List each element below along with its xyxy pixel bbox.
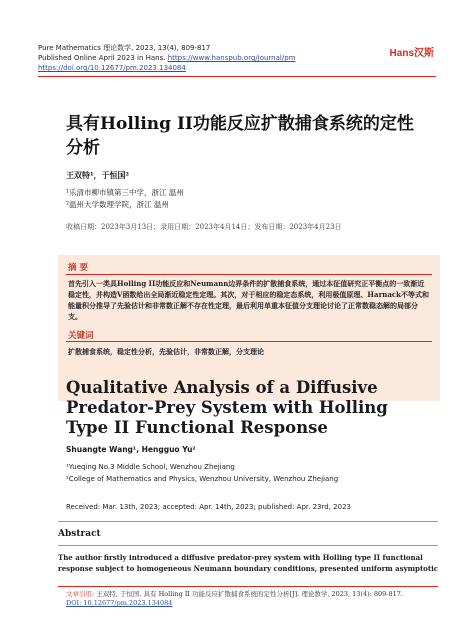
chinese-dates: 收稿日期：2023年3月13日；录用日期：2023年4月14日；发布日期：2023年4月23日 — [66, 223, 342, 231]
chinese-keywords: 扩散捕食系统，稳定性分析，先验估计，非常数正解，分支理论 — [68, 347, 264, 356]
english-affiliation-2: ²College of Mathematics and Physics, Wenzhou University, Wenzhou Zhejiang — [66, 475, 339, 483]
doi-link[interactable]: https://doi.org/10.12677/pm.2023.134084 — [38, 64, 186, 72]
chinese-title: 具有Holling II功能反应扩散捕食系统的定性分析 — [66, 114, 414, 158]
english-abstract-heading: Abstract — [58, 529, 101, 539]
chinese-affiliation-2: ²温州大学数理学院，浙江 温州 — [66, 200, 169, 209]
chinese-authors: 王双特¹，于恒国² — [66, 170, 130, 180]
citation — [66, 590, 436, 608]
citation-label: 文章引用: — [66, 590, 95, 598]
english-title: Qualitative Analysis of a Diffusive Predator-Prey System with Holling Type II Functional Response — [66, 378, 388, 437]
citation-text: 王双特, 于恒国. 具有 Holling II 功能反应扩散捕食系统的定性分析[J]. 理论数学, 2023, 13(4): 809-817. — [94, 590, 403, 598]
section-divider — [58, 521, 438, 522]
english-authors: Shuangte Wang¹, Hengguo Yu² — [66, 445, 196, 454]
keywords-heading: 关键词 — [68, 331, 94, 341]
citation-rule — [58, 586, 438, 587]
chinese-abstract-text: 首先引入一类具Holling II功能反应和Neumann边界条件的扩散捕食系统，通过本征值研究正平衡点的一致渐近稳定性，并构造V函数给出全局渐近稳定性定理。其次，对于相应的稳定态系统，利用极值原理、Harnack不等式和能量积分推导了先验估计和非常数正解不存在性定理，最后利用单重本征值分支理论讨论了正常数稳态解的局部分支。 — [68, 279, 430, 321]
keywords-rule — [66, 341, 432, 342]
english-affiliation-1: ¹Yueqing No.3 Middle School, Wenzhou Zhejiang — [66, 463, 235, 471]
abstract-rule — [66, 274, 432, 275]
hans-logo: Hans汉斯 — [389, 48, 434, 59]
published-text: Published Online April 2023 in Hans. — [38, 54, 166, 62]
chinese-affiliation-1: ¹乐清市柳市镇第三中学，浙江 温州 — [66, 188, 184, 197]
journal-link[interactable]: https://www.hanspub.org/journal/pm — [167, 54, 296, 62]
chinese-abstract-heading: 摘 要 — [68, 263, 88, 273]
abstract-divider — [58, 545, 438, 546]
journal-line: Pure Mathematics 理论数学, 2023, 13(4), 809-817 — [38, 44, 211, 52]
header-rule — [38, 76, 436, 77]
citation-doi-link[interactable]: DOI: 10.12677/pm.2023.134084 — [66, 599, 173, 607]
english-abstract-text: The author firstly introduced a diffusive predator-prey system with Holling type II functional response subject to homogeneous Neumann boundary conditions, presented uniform asymptotic — [58, 553, 439, 573]
english-dates: Received: Mar. 13th, 2023; accepted: Apr. 14th, 2023; published: Apr. 23rd, 2023 — [66, 503, 351, 511]
published-line — [38, 54, 295, 63]
